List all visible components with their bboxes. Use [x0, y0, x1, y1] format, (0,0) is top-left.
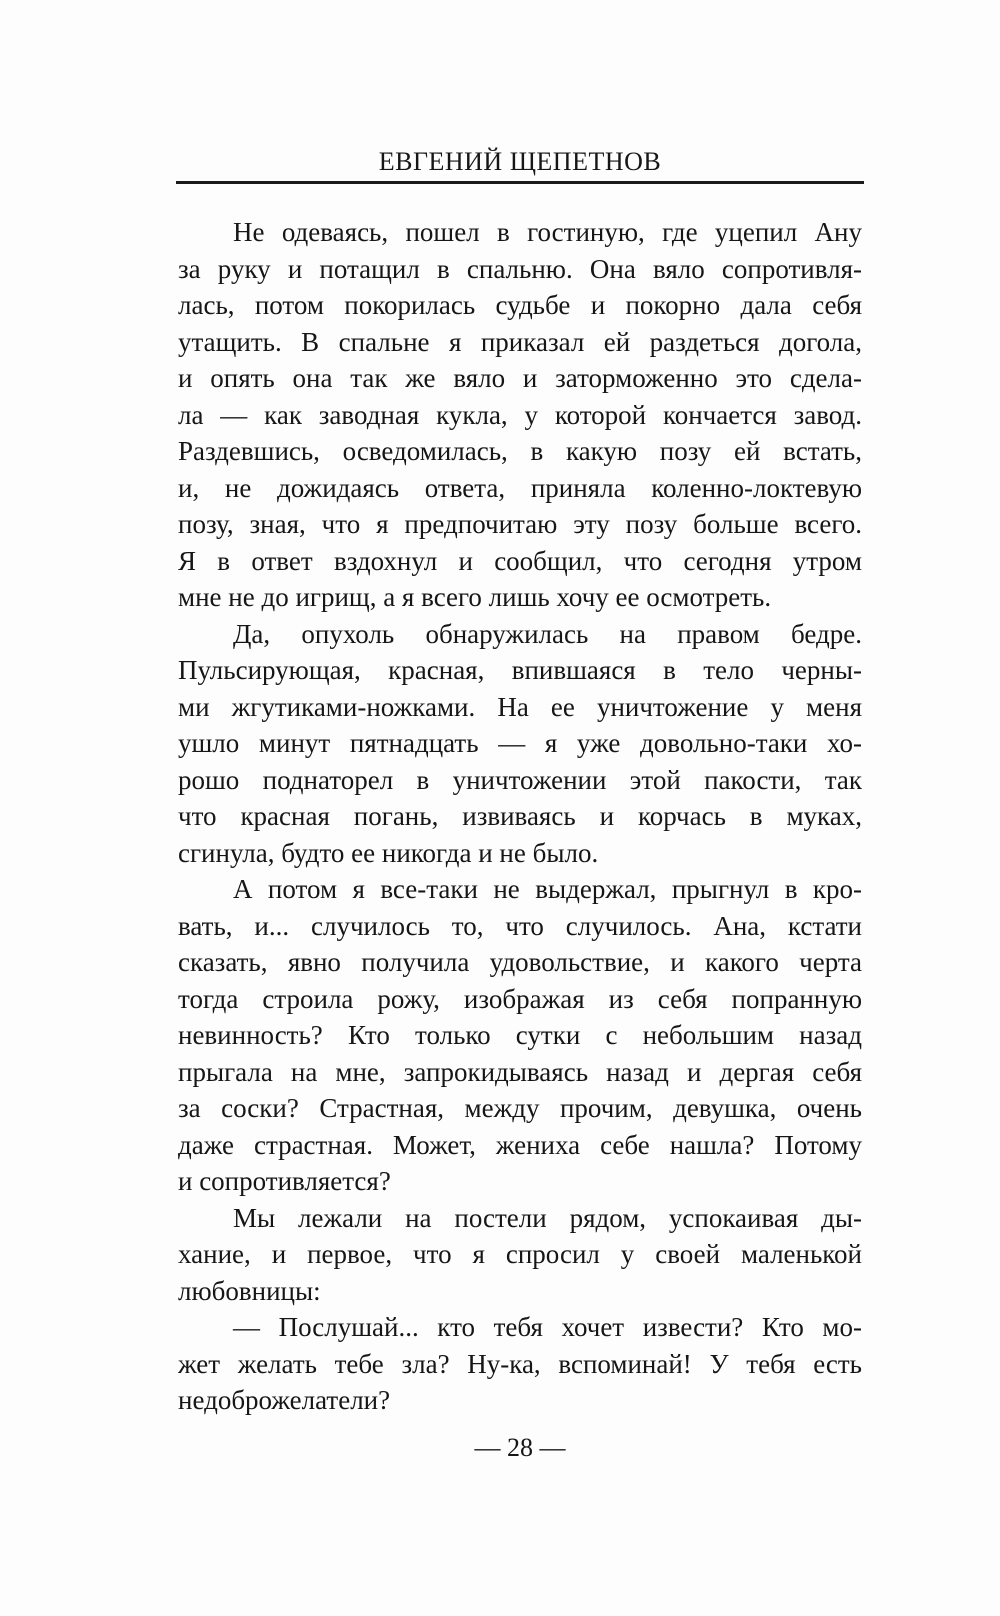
text-line: рошо поднаторел в уничтожении этой пакости, так: [178, 764, 862, 795]
text-line: Я в ответ вздохнул и сообщил, что сегодня утром: [178, 545, 862, 576]
text-line: за соски? Страстная, между прочим, девушка, очень: [178, 1093, 862, 1123]
paragraph: [178, 616, 862, 872]
text-line: что красная погань, извиваясь и корчась в муках,: [178, 801, 862, 831]
text-line: Раздевшись, осведомилась, в какую позу ей встать,: [178, 436, 862, 466]
text-line: недоброжелатели?: [178, 1385, 391, 1415]
text-line: прыгала на мне, запрокидываясь назад и дергая себя: [178, 1056, 862, 1087]
text-line: хание, и первое, что я спросил у своей маленькой: [178, 1239, 862, 1269]
paragraph: [178, 1309, 862, 1419]
text-line: утащить. В спальне я приказал ей раздеться догола,: [178, 326, 862, 357]
text-line: лась, потом покорилась судьбе и покорно дала себя: [178, 290, 862, 320]
text-line: ушло минут пятнадцать — я уже довольно-таки хо-: [178, 728, 862, 758]
text-line: Мы лежали на постели рядом, успокаивая ды-: [233, 1202, 862, 1233]
text-line: и, не дожидаясь ответа, приняла коленно-локтевую: [178, 472, 862, 503]
text-line: ми жгутиками-ножками. На ее уничтожение у меня: [178, 691, 862, 722]
text-line: невинность? Кто только сутки с небольшим назад: [178, 1020, 862, 1050]
text-line: за руку и потащил в спальню. Она вяло сопротивля-: [178, 253, 862, 284]
text-line: Пульсирующая, красная, впившаяся в тело черны-: [178, 655, 862, 685]
paragraph: [178, 214, 862, 616]
paragraph: [178, 1200, 862, 1310]
text-line: и опять она так же вяло и заторможенно это сдела-: [178, 363, 862, 393]
text-line: мне не до игрищ, а я всего лишь хочу ее осмотреть.: [178, 582, 772, 612]
page-number: — 28 —: [474, 1433, 566, 1462]
text-line: сказать, явно получила удовольствие, и какого черта: [178, 947, 862, 977]
text-line: жет желать тебе зла? Ну-ка, вспоминай! У тебя есть: [178, 1348, 862, 1379]
text-line: ла — как заводная кукла, у которой кончается завод.: [178, 399, 862, 430]
paragraph: [178, 871, 862, 1200]
text-line: Да, опухоль обнаружилась на правом бедре.: [233, 618, 862, 649]
text-line: Не одеваясь, пошел в гостиную, где уцепил Ану: [233, 217, 862, 247]
text-line: тогда строила рожу, изображая из себя попранную: [178, 983, 862, 1014]
text-line: вать, и... случилось то, что случилось. Ана, кстати: [178, 910, 862, 941]
text-line: — Послушай... кто тебя хочет извести? Кто мо-: [233, 1312, 862, 1342]
header-rule: [176, 181, 864, 184]
text-line: любовницы:: [178, 1275, 321, 1306]
text-line: сгинула, будто ее никогда и не было.: [178, 837, 599, 868]
text-line: и сопротивляется?: [178, 1166, 391, 1196]
body-text: [178, 214, 862, 1419]
running-header-author: ЕВГЕНИЙ ЩЕПЕТНОВ: [378, 147, 662, 176]
text-line: А потом я все-таки не выдержал, прыгнул в кро-: [233, 874, 862, 904]
text-line: позу, зная, что я предпочитаю эту позу больше всего.: [178, 509, 862, 539]
text-line: даже страстная. Может, жениха себе нашла? Потому: [178, 1129, 862, 1160]
